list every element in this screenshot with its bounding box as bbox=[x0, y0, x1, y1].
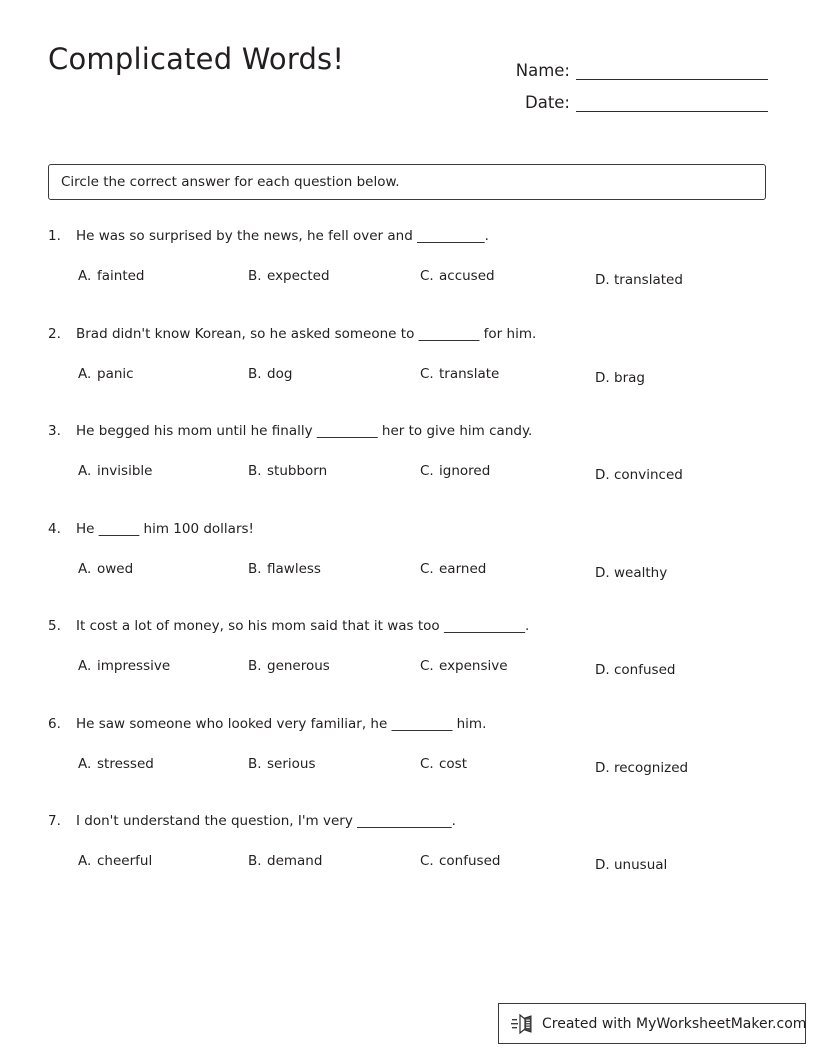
option-label: impressive bbox=[97, 658, 171, 674]
option-letter: A. bbox=[78, 853, 92, 869]
question-block bbox=[48, 228, 768, 326]
option-letter: C. bbox=[420, 463, 434, 479]
option-letter: C. bbox=[420, 560, 434, 577]
question-text: It cost a lot of money, so his mom said that it was too ____________. bbox=[76, 618, 530, 634]
option-label: convinced bbox=[614, 467, 683, 483]
question-text: He ______ him 100 dollars! bbox=[76, 520, 254, 537]
option-label: ignored bbox=[439, 463, 491, 479]
answer-option[interactable] bbox=[420, 561, 486, 577]
option-label: generous bbox=[267, 658, 330, 674]
name-row bbox=[506, 48, 768, 80]
date-label: Date: bbox=[525, 93, 570, 112]
question-number: 2. bbox=[48, 325, 61, 342]
question-text: He was so surprised by the news, he fell over and __________. bbox=[76, 228, 489, 244]
option-label: invisible bbox=[97, 463, 153, 479]
answer-option[interactable] bbox=[595, 662, 675, 678]
name-date-group bbox=[506, 48, 768, 112]
worksheet-maker-logo-icon bbox=[511, 1012, 535, 1036]
option-letter: C. bbox=[420, 755, 434, 772]
answer-option[interactable] bbox=[248, 658, 330, 674]
option-letter: B. bbox=[248, 365, 262, 382]
question-line bbox=[48, 423, 768, 449]
option-letter: B. bbox=[248, 755, 262, 772]
option-letter: D. bbox=[595, 662, 610, 678]
answer-option[interactable] bbox=[78, 366, 134, 382]
question-block bbox=[48, 521, 768, 619]
answer-option[interactable] bbox=[420, 658, 508, 674]
question-number: 6. bbox=[48, 715, 61, 732]
question-text: Brad didn't know Korean, so he asked someone to _________ for him. bbox=[76, 325, 537, 342]
option-label: stressed bbox=[97, 755, 154, 772]
question-block bbox=[48, 813, 768, 911]
question-number: 7. bbox=[48, 813, 61, 829]
answer-option[interactable] bbox=[78, 853, 152, 869]
answer-option[interactable] bbox=[248, 561, 321, 577]
date-input[interactable] bbox=[576, 91, 768, 112]
answer-option[interactable] bbox=[420, 756, 467, 772]
option-label: accused bbox=[439, 268, 495, 284]
option-letter: C. bbox=[420, 853, 434, 869]
page-title: Complicated Words! bbox=[48, 42, 345, 76]
answer-option[interactable] bbox=[78, 463, 152, 479]
answer-option[interactable] bbox=[420, 268, 495, 284]
instruction-box bbox=[48, 164, 766, 200]
question-line bbox=[48, 521, 768, 547]
option-label: fainted bbox=[97, 268, 145, 284]
option-letter: A. bbox=[78, 658, 92, 674]
answer-options bbox=[48, 463, 768, 503]
option-label: earned bbox=[439, 560, 487, 577]
option-letter: D. bbox=[595, 272, 610, 288]
question-text: He begged his mom until he finally _________ her to give him candy. bbox=[76, 423, 533, 439]
option-label: expected bbox=[267, 268, 330, 284]
option-label: dog bbox=[267, 365, 293, 382]
answer-option[interactable] bbox=[248, 366, 292, 382]
question-line bbox=[48, 326, 768, 352]
answer-option[interactable] bbox=[248, 268, 330, 284]
questions-list bbox=[48, 228, 768, 911]
question-line bbox=[48, 228, 768, 254]
answer-options bbox=[48, 561, 768, 601]
answer-option[interactable] bbox=[78, 561, 133, 577]
question-line bbox=[48, 618, 768, 644]
answer-option[interactable] bbox=[595, 467, 683, 483]
option-label: panic bbox=[97, 365, 134, 382]
name-input[interactable] bbox=[576, 59, 768, 80]
question-text: I don't understand the question, I'm very ______________. bbox=[76, 813, 456, 829]
answer-options bbox=[48, 756, 768, 796]
option-label: owed bbox=[97, 560, 134, 577]
option-label: brag bbox=[614, 369, 645, 386]
answer-option[interactable] bbox=[420, 853, 500, 869]
option-letter: B. bbox=[248, 560, 262, 577]
answer-option[interactable] bbox=[78, 756, 154, 772]
answer-option[interactable] bbox=[595, 370, 645, 386]
option-label: serious bbox=[267, 755, 316, 772]
question-line bbox=[48, 813, 768, 839]
question-number: 3. bbox=[48, 423, 61, 439]
option-letter: B. bbox=[248, 658, 262, 674]
name-label: Name: bbox=[515, 61, 570, 80]
question-block bbox=[48, 423, 768, 521]
answer-option[interactable] bbox=[248, 463, 327, 479]
option-label: cost bbox=[439, 755, 468, 772]
option-letter: C. bbox=[420, 658, 434, 674]
question-text: He saw someone who looked very familiar, he _________ him. bbox=[76, 715, 487, 732]
option-letter: B. bbox=[248, 463, 262, 479]
question-number: 5. bbox=[48, 618, 61, 634]
option-letter: C. bbox=[420, 268, 434, 284]
option-label: confused bbox=[614, 662, 676, 678]
question-block bbox=[48, 716, 768, 814]
option-letter: A. bbox=[78, 560, 92, 577]
instruction-text: Circle the correct answer for each question below. bbox=[61, 174, 400, 190]
option-label: translate bbox=[439, 365, 500, 382]
option-letter: A. bbox=[78, 365, 92, 382]
option-letter: D. bbox=[595, 564, 610, 581]
answer-option[interactable] bbox=[248, 853, 322, 869]
question-number: 1. bbox=[48, 228, 61, 244]
date-row bbox=[506, 80, 768, 112]
answer-option[interactable] bbox=[420, 366, 499, 382]
option-label: recognized bbox=[614, 759, 689, 776]
answer-option[interactable] bbox=[78, 658, 170, 674]
answer-options bbox=[48, 658, 768, 698]
option-letter: D. bbox=[595, 369, 610, 386]
option-label: flawless bbox=[267, 560, 321, 577]
answer-option[interactable] bbox=[248, 756, 316, 772]
answer-option[interactable] bbox=[595, 857, 667, 873]
answer-option[interactable] bbox=[595, 760, 688, 776]
answer-options bbox=[48, 853, 768, 893]
question-block bbox=[48, 618, 768, 716]
answer-options bbox=[48, 268, 768, 308]
option-letter: A. bbox=[78, 755, 92, 772]
option-label: expensive bbox=[439, 658, 508, 674]
option-label: translated bbox=[614, 272, 683, 288]
attribution-badge[interactable] bbox=[498, 1003, 806, 1044]
question-number: 4. bbox=[48, 520, 61, 537]
answer-option[interactable] bbox=[595, 565, 667, 581]
answer-option[interactable] bbox=[78, 268, 145, 284]
option-letter: D. bbox=[595, 759, 610, 776]
attribution-text: Created with MyWorksheetMaker.com bbox=[542, 1015, 807, 1032]
answer-option[interactable] bbox=[420, 463, 490, 479]
option-letter: D. bbox=[595, 857, 610, 873]
worksheet-header bbox=[48, 42, 768, 122]
option-letter: B. bbox=[248, 853, 262, 869]
option-label: cheerful bbox=[97, 853, 153, 869]
option-label: demand bbox=[267, 853, 323, 869]
option-label: confused bbox=[439, 853, 501, 869]
option-letter: D. bbox=[595, 467, 610, 483]
option-letter: C. bbox=[420, 365, 434, 382]
option-letter: A. bbox=[78, 463, 92, 479]
option-label: stubborn bbox=[267, 463, 328, 479]
question-block bbox=[48, 326, 768, 424]
answer-options bbox=[48, 366, 768, 406]
option-letter: B. bbox=[248, 268, 262, 284]
option-label: wealthy bbox=[614, 564, 668, 581]
option-label: unusual bbox=[614, 857, 668, 873]
option-letter: A. bbox=[78, 268, 92, 284]
question-line bbox=[48, 716, 768, 742]
answer-option[interactable] bbox=[595, 272, 683, 288]
